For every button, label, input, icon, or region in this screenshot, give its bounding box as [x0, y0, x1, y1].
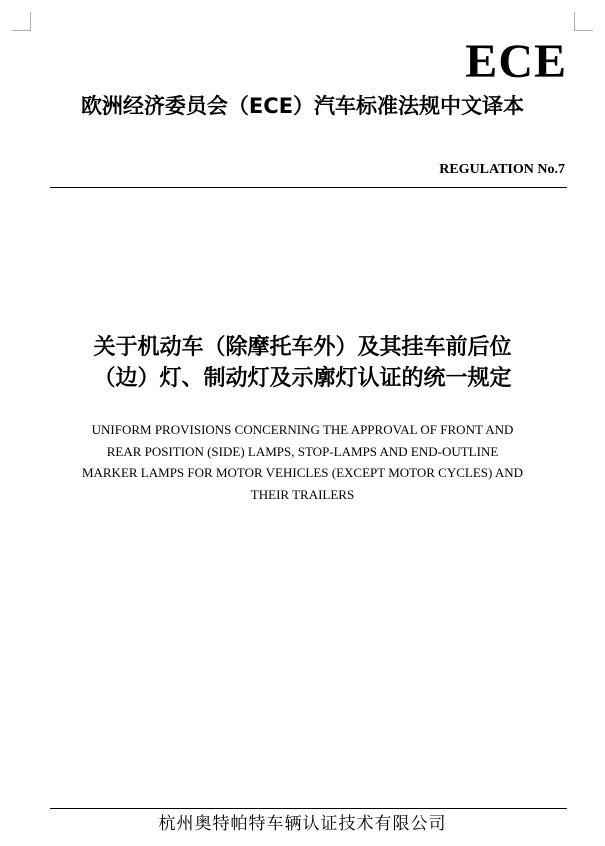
ece-mark: ECE: [465, 35, 567, 88]
regulation-number: REGULATION No.7: [439, 162, 565, 177]
crop-mark-top-right: [574, 12, 593, 31]
footer-divider: [50, 808, 567, 809]
chinese-title-line: （边）灯、制动灯及示廓灯认证的统一规定: [93, 366, 512, 391]
english-title: [40, 419, 565, 505]
chinese-title: [0, 332, 605, 394]
chinese-title-line: 关于机动车（除摩托车外）及其挂车前后位: [93, 335, 512, 360]
english-title-line: MARKER LAMPS FOR MOTOR VEHICLES (EXCEPT MOTOR CYCLES) AND: [81, 465, 524, 480]
footer-company-name: 杭州奥特帕特车辆认证技术有限公司: [158, 814, 447, 834]
english-title-line: REAR POSITION (SIDE) LAMPS, STOP-LAMPS AND END-OUTLINE: [106, 443, 499, 459]
header-title: 欧洲经济委员会（ECE）汽车标准法规中文译本: [80, 94, 525, 118]
english-title-line: THEIR TRAILERS: [250, 486, 355, 502]
crop-mark-top-left: [12, 12, 31, 31]
header-divider: [50, 187, 567, 188]
english-title-line: UNIFORM PROVISIONS CONCERNING THE APPROVAL OF FRONT AND: [91, 422, 514, 437]
